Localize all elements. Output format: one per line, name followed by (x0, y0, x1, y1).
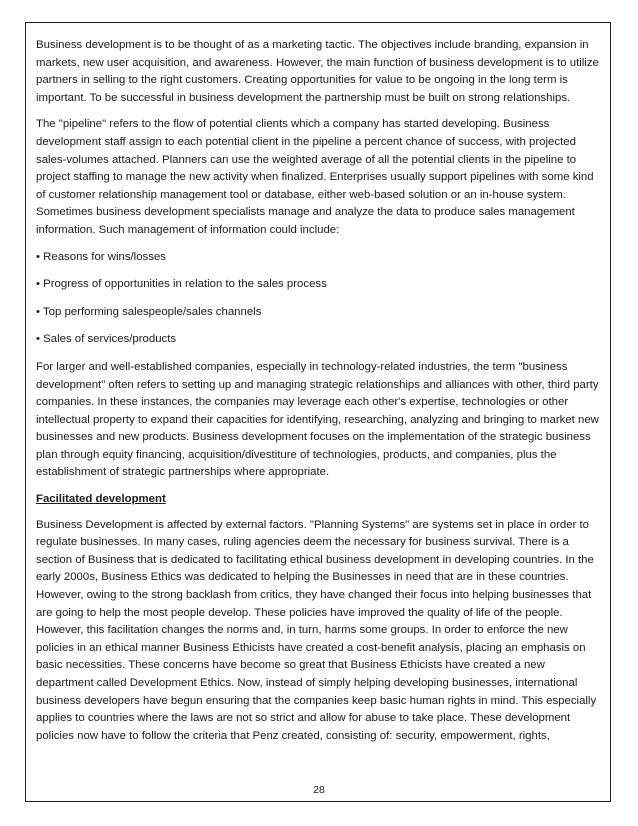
bullet-item-top-performing: • Top performing salespeople/sales channels (36, 305, 262, 318)
paragraph-facilitated-development: Business Development is affected by external factors. "Planning Systems" are systems set in place in order to regulate businesses. In many cases, ruling agencies deem the necessary for business survival. There is a section of Business that is dedicated to facilitating ethical business development in developing countries. In the early 2000s, Business Ethics was dedicated to helping the Businesses in need that are in these countries. However, owing to the strong backlash from critics, they have changed their focus into helping businesses that are going to help the most people develop. These policies have improved the quality of life of the people. However, this facilitation changes the norms and, in turn, harms some groups. In order to enforce the new policies in an ethical manner Business Ethicists have created a cost-benefit analysis, placing an emphasis on basic necessities. These concerns have become so great that Business Ethicists have created a new department called Development Ethics. Now, instead of simply helping developing businesses, international business developers have begun ensuring that the companies keep basic human rights in mind. This especially applies to countries where the laws are not so strict and allow for abuse to take place. These development policies now have to follow the criteria that Penz created, consisting of: security, empowerment, rights, (36, 518, 597, 742)
section-heading-facilitated-development: Facilitated development (36, 493, 166, 506)
page-number: 28 (313, 784, 325, 796)
bullet-item-sales-services: • Sales of services/products (36, 333, 177, 346)
document-body (36, 37, 604, 754)
paragraph-business-development-intro: Business development is to be thought of as a marketing tactic. The objectives include branding, expansion in markets, new user acquisition, and awareness. However, the main function of business development is to utilize partners in selling to the right customers. Creating opportunities for value to be ongoing in the long term is important. To be successful in business development the partnership must be built on strong relationships. (36, 39, 599, 104)
paragraph-pipeline: The "pipeline" refers to the flow of potential clients which a company has started developing. Business development staff assign to each potential client in the pipeline a percent chance of success, with projected sales-volumes attached. Planners can use the weighted average of all the potential clients in the pipeline to project staffing to manage the new activity when finalized. Enterprises usually support pipelines with some kind of customer relationship management tool or database, either web-based solution or an in-house system. Sometimes business development specialists manage and analyze the data to produce sales management information. Such management of information could include: (36, 118, 594, 236)
paragraph-strategic-relationships: For larger and well-established companies, especially in technology-related industries, the term "business development" often refers to setting up and managing strategic relationships and alliances with other, third party companies. In these instances, the companies may leverage each other's expertise, technologies or other intellectual property to expand their capacities for identifying, researching, analyzing and bringing to market new businesses and new products. Business development focuses on the implementation of the strategic business plan through equity financing, acquisition/divestiture of technologies, products, and companies, plus the establishment of strategic partnerships where appropriate. (36, 360, 599, 479)
bullet-item-wins-losses: • Reasons for wins/losses (36, 250, 166, 263)
bullet-item-progress: • Progress of opportunities in relation to the sales process (36, 278, 327, 291)
